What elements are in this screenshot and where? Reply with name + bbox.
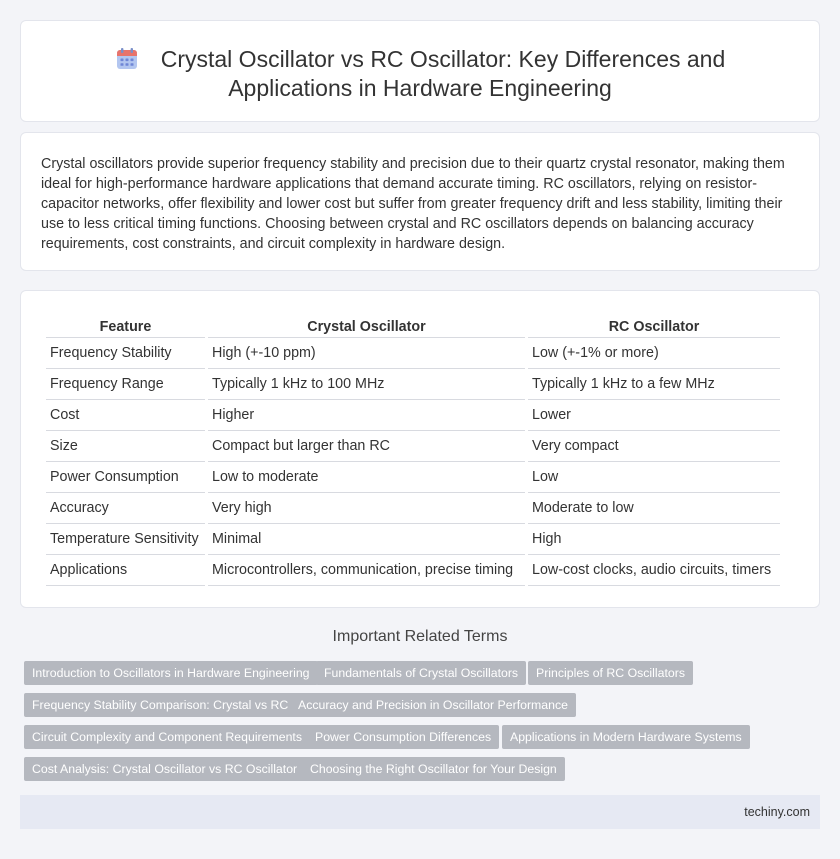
related-tag-choosing-oscillator[interactable]: Choosing the Right Oscillator for Your Design [302, 757, 565, 781]
table-row [46, 555, 780, 586]
footer-bar [20, 795, 820, 829]
rc-cell: Low (+-1% or more) [528, 338, 780, 369]
calendar-icon [115, 47, 139, 71]
table-row [46, 338, 780, 369]
table-row [46, 431, 780, 462]
comparison-table [43, 316, 783, 586]
crystal-cell: High (+-10 ppm) [208, 338, 525, 369]
rc-cell: Lower [528, 400, 780, 431]
crystal-cell: Microcontrollers, communication, precise timing [208, 555, 525, 586]
related-tag-power-consumption[interactable]: Power Consumption Differences [307, 725, 499, 749]
rc-cell: Very compact [528, 431, 780, 462]
rc-cell: Moderate to low [528, 493, 780, 524]
related-tag-crystal-fundamentals[interactable]: Fundamentals of Crystal Oscillators [316, 661, 526, 685]
feature-cell: Size [46, 431, 205, 462]
comparison-card [20, 290, 820, 608]
intro-paragraph: Crystal oscillators provide superior frequency stability and precision due to their quartz crystal resonator, making them ideal for high-performance hardware applications that demand accurate timing. RC oscillators, relying on resistor-capacitor networks, offer flexibility and lower cost but suffer from greater frequency drift and less stability, limiting their use to less critical timing functions. Choosing between crystal and RC oscillators depends on balancing accuracy requirements, cost constraints, and circuit complexity in hardware design. [41, 156, 785, 252]
crystal-cell: Compact but larger than RC [208, 431, 525, 462]
rc-cell: Low [528, 462, 780, 493]
title-line-1: Crystal Oscillator vs RC Oscillator: Key Differences and [160, 46, 726, 72]
feature-cell: Frequency Range [46, 369, 205, 400]
table-row [46, 462, 780, 493]
crystal-cell: Low to moderate [208, 462, 525, 493]
feature-cell: Frequency Stability [46, 338, 205, 369]
crystal-cell: Minimal [208, 524, 525, 555]
intro-card [20, 132, 820, 271]
header-card [20, 20, 820, 122]
related-tag-circuit-complexity[interactable]: Circuit Complexity and Component Requirements [24, 725, 310, 749]
rc-cell: High [528, 524, 780, 555]
feature-cell: Cost [46, 400, 205, 431]
header-crystal: Crystal Oscillator [208, 316, 525, 338]
related-tag-cost-analysis[interactable]: Cost Analysis: Crystal Oscillator vs RC Oscillator [24, 757, 305, 781]
table-header-row [46, 316, 780, 338]
header-feature: Feature [46, 316, 205, 338]
related-tag-accuracy-precision[interactable]: Accuracy and Precision in Oscillator Performance [290, 693, 576, 717]
feature-cell: Temperature Sensitivity [46, 524, 205, 555]
header-rc: RC Oscillator [528, 316, 780, 338]
title-line-2: Applications in Hardware Engineering [228, 75, 612, 101]
feature-cell: Applications [46, 555, 205, 586]
page-title [21, 45, 819, 103]
related-tag-modern-applications[interactable]: Applications in Modern Hardware Systems [502, 725, 750, 749]
related-tag-intro-oscillators[interactable]: Introduction to Oscillators in Hardware Engineering [24, 661, 318, 685]
related-tag-frequency-stability[interactable]: Frequency Stability Comparison: Crystal vs RC [24, 693, 296, 717]
rc-cell: Typically 1 kHz to a few MHz [528, 369, 780, 400]
crystal-cell: Higher [208, 400, 525, 431]
table-row [46, 524, 780, 555]
table-row [46, 493, 780, 524]
footer-site-link[interactable]: techiny.com [744, 805, 810, 819]
related-terms-heading: Important Related Terms [332, 628, 508, 645]
crystal-cell: Typically 1 kHz to 100 MHz [208, 369, 525, 400]
table-row [46, 400, 780, 431]
related-tag-rc-principles[interactable]: Principles of RC Oscillators [528, 661, 693, 685]
crystal-cell: Very high [208, 493, 525, 524]
rc-cell: Low-cost clocks, audio circuits, timers [528, 555, 780, 586]
table-row [46, 369, 780, 400]
feature-cell: Accuracy [46, 493, 205, 524]
feature-cell: Power Consumption [46, 462, 205, 493]
